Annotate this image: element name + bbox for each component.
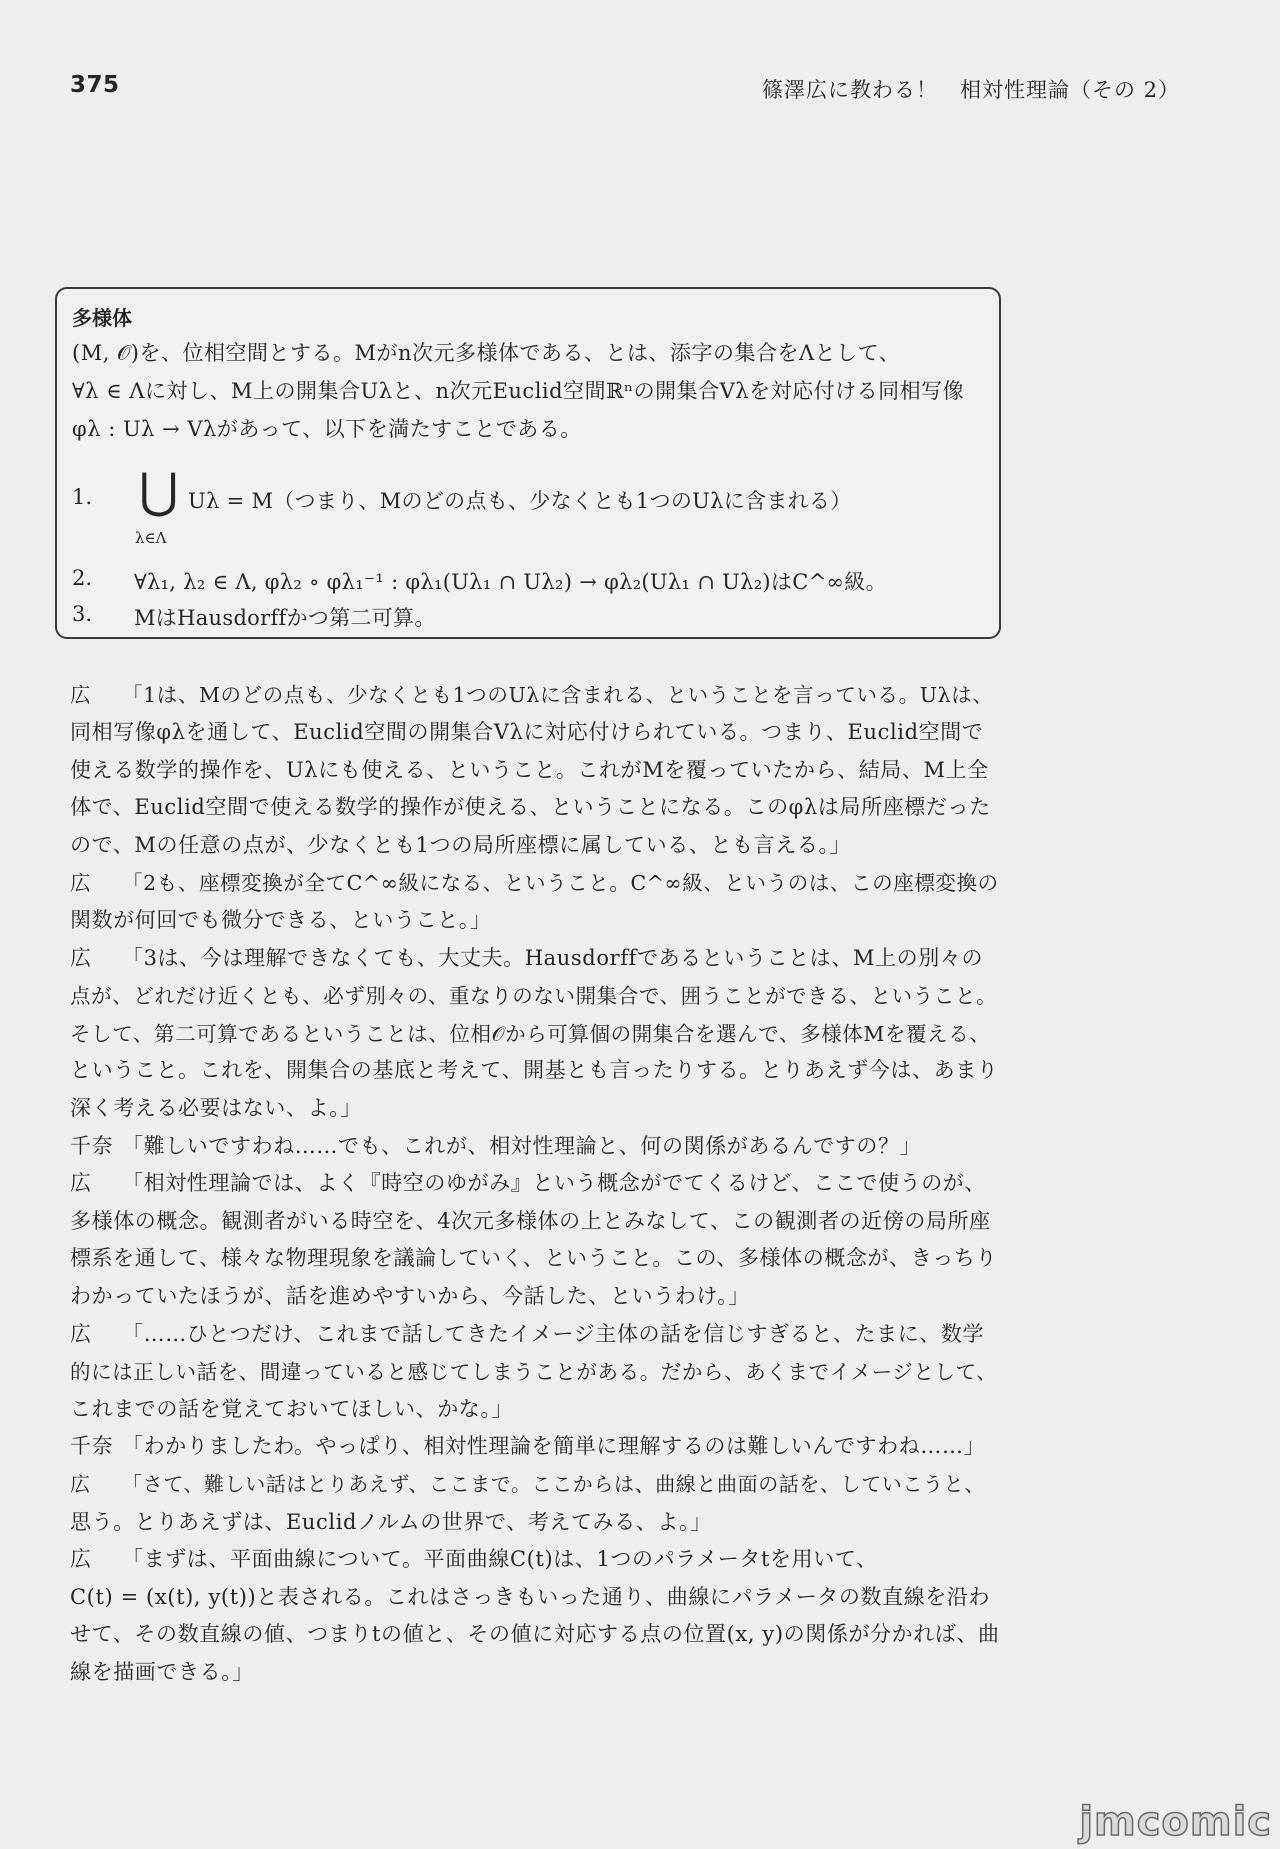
dialogue-line [70, 754, 989, 784]
dialogue-line [70, 1581, 990, 1611]
condition-number: 1. [72, 485, 93, 509]
dialogue-text: 「……ひとつだけ、これまで話してきたイメージ主体の話を信じすぎると、たまに、数学 [122, 1322, 985, 1346]
dialogue-line [70, 678, 993, 708]
speaker-label: 広 [70, 1322, 92, 1346]
dialogue-line [70, 1167, 986, 1197]
dialogue-line [70, 1355, 997, 1385]
dialogue-line [70, 1017, 990, 1047]
dialogue-text: そして、第二可算であるということは、位相𝒪から可算個の開集合を選んで、多様体Mを覆える、 [70, 1022, 991, 1046]
dialogue-text: 「さて、難しい話はとりあえず、ここまで。ここからは、曲線と曲面の話を、していこうと、 [122, 1472, 985, 1496]
speaker-label: 千奈 [70, 1134, 114, 1158]
dialogue-text: 同相写像φλを通して、Euclid空間の開集合Vλに対応付けられている。つまり、Euclid空間で [70, 720, 984, 744]
dialogue-text: 使える数学的操作を、Uλにも使える、ということ。これがMを覆っていたから、結局、M上全 [70, 758, 989, 782]
dialogue-text: 線を描画できる。」 [70, 1660, 254, 1684]
dialogue-text: 思う。とりあえずは、Euclidノルムの世界で、考えてみる、よ。」 [70, 1510, 712, 1534]
condition-expression: MはHausdorffかつ第二可算。 [134, 606, 436, 630]
dialogue-text: 多様体の概念。観測者がいる時空を、4次元多様体の上とみなして、この観測者の近傍の局所座 [70, 1209, 991, 1233]
dialogue-text: C(t) = (x(t), y(t))と表される。これはさっきもいった通り、曲線にパラメータの数直線を沿わ [70, 1585, 991, 1609]
dialogue-line [70, 791, 991, 821]
dialogue-line [70, 1506, 712, 1536]
dialogue-line [70, 1430, 985, 1460]
dialogue-line [70, 1543, 878, 1573]
dialogue-line [70, 1280, 750, 1310]
speaker-label: 広 [70, 1472, 91, 1496]
speaker-label: 広 [70, 871, 92, 895]
speaker-label: 千奈 [70, 1434, 114, 1458]
speaker-label: 広 [70, 683, 92, 707]
dialogue-text: 「わかりましたわ。やっぱり、相対性理論を簡単に理解するのは難しいんですわね……」 [122, 1434, 986, 1458]
dialogue-text: 点が、どれだけ近くとも、必ず別々の、重なりのない開集合で、囲うことができる、ということ。 [70, 984, 998, 1008]
definition-box [55, 287, 1001, 639]
definition-line: ∀λ ∈ Λに対し、M上の開集合Uλと、n次元Euclid空間ℝⁿの開集合Vλを対応付ける同相写像 [72, 379, 965, 403]
speaker-label: 広 [70, 1171, 92, 1195]
speaker-label: 広 [70, 946, 92, 970]
running-header-title: 篠澤広に教わる！ 相対性理論（その 2） [761, 78, 1180, 102]
dialogue-line [70, 1205, 991, 1235]
union-subscript: λ∈Λ [135, 529, 167, 547]
dialogue-line [70, 1242, 997, 1272]
dialogue-line [70, 1468, 985, 1497]
condition-number: 2. [72, 566, 93, 590]
definition-line: φλ : Uλ → Vλがあって、以下を満たすことである。 [72, 417, 582, 441]
dialogue-line [70, 866, 999, 896]
dialogue-line [70, 1130, 921, 1160]
dialogue-text: 的には正しい話を、間違っていると感じてしまうことがある。だから、あくまでイメージとして、 [70, 1360, 998, 1384]
dialogue-text: 「2も、座標変換が全てC^∞級になる、ということ。C^∞級、というのは、この座標変換の [122, 871, 999, 895]
dialogue-text: 「3は、今は理解できなくても、大丈夫。Hausdorffであるということは、M上の別々の [122, 946, 984, 970]
dialogue-line [70, 942, 983, 972]
dialogue-line [70, 1656, 254, 1686]
dialogue-line [70, 1393, 513, 1423]
dialogue-text: 関数が何回でも微分できる、ということ。」 [70, 908, 492, 932]
dialogue-text: ということ。これを、開集合の基底と考えて、開基とも言ったりする。とりあえず今は、あまり [70, 1058, 999, 1082]
dialogue-line [70, 1318, 984, 1348]
dialogue-text: 「相対性理論では、よく『時空のゆがみ』という概念がでてくるけど、ここで使うのが、 [122, 1171, 986, 1195]
dialogue-line [70, 904, 492, 934]
condition-expression: ∀λ₁, λ₂ ∈ Λ, φλ₂ ∘ φλ₁⁻¹ : φλ₁(Uλ₁ ∩ Uλ₂) → φλ₂(Uλ₁ ∩ Uλ₂)はC^∞級。 [134, 570, 887, 594]
dialogue-line [70, 829, 851, 859]
dialogue-line [70, 1618, 1000, 1648]
dialogue-text: 「1は、Mのどの点も、少なくとも1つのUλに含まれる、ということを言っている。Uλは、 [122, 683, 994, 707]
dialogue-text: 「まずは、平面曲線について。平面曲線C(t)は、1つのパラメータtを用いて、 [122, 1547, 878, 1571]
condition-number: 3. [72, 602, 93, 626]
dialogue-text: せて、その数直線の値、つまりtの値と、その値に対応する点の位置(x, y)の関係が分かれば、曲 [70, 1622, 1000, 1646]
dialogue-text: ので、Mの任意の点が、少なくとも1つの局所座標に属している、とも言える。」 [70, 833, 852, 857]
dialogue-text: 深く考える必要はない、よ。」 [70, 1096, 362, 1120]
condition-expression: Uλ = M（つまり、Mのどの点も、少なくとも1つのUλに含まれる） [188, 489, 852, 513]
dialogue-text: わかっていたほうが、話を進めやすいから、今話した、というわけ。」 [70, 1284, 750, 1308]
dialogue-line [70, 716, 983, 746]
watermark-logo: jmcomic [1079, 1799, 1272, 1845]
speaker-label: 広 [70, 1547, 92, 1571]
dialogue-line [70, 979, 997, 1009]
dialogue-line [70, 1092, 362, 1122]
dialogue-text: 体で、Euclid空間で使える数学的操作が使える、ということになる。このφλは局所座標だった [70, 795, 991, 819]
definition-title: 多様体 [72, 306, 132, 330]
dialogue-line [70, 1054, 998, 1084]
definition-line: (M, 𝒪)を、位相空間とする。Mがn次元多様体である、とは、添字の集合をΛとして、 [72, 341, 901, 365]
dialogue-text: 標系を通して、様々な物理現象を議論していく、ということ。この、多様体の概念が、きっちり [70, 1246, 998, 1270]
dialogue-text: 「難しいですわね……でも、これが、相対性理論と、何の関係があるんですの？」 [122, 1134, 922, 1158]
union-symbol: ⋃ [139, 463, 179, 519]
page-number: 375 [70, 72, 120, 98]
dialogue-text: これまでの話を覚えておいてほしい、かな。」 [70, 1397, 514, 1421]
